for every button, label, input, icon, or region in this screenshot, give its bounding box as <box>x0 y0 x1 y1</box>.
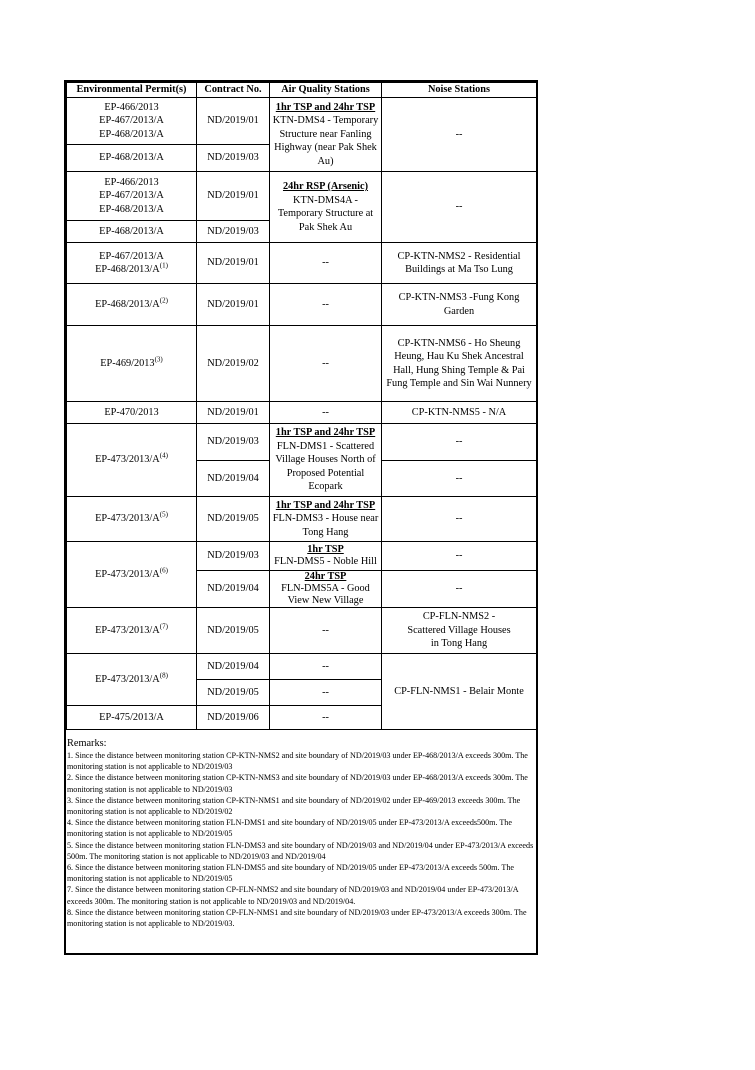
contract-cell: ND/2019/01 <box>197 402 270 424</box>
footnote-marker: (2) <box>159 296 168 305</box>
permit-cell: EP-468/2013/A <box>67 221 197 243</box>
permit-cell: $EP-473/2013/A^{(8)}$ <box>67 654 197 706</box>
remark-item: 2. Since the distance between monitoring station CP-KTN-NMS3 and site boundary of ND/2019/03 under EP-468/2013/A exceeds 300m. The monitoring station is not applicable to ND/2019/03 <box>67 773 528 794</box>
permit-cell: $EP-473/2013/A^{(5)}$ <box>67 497 197 542</box>
contract-cell: ND/2019/01 <box>197 243 270 284</box>
header-permit: Environmental Permit(s) <box>67 83 197 98</box>
footnote-marker: (4) <box>159 451 168 460</box>
footnote-marker: (5) <box>159 510 168 519</box>
air-quality-cell: -- <box>270 608 382 654</box>
remarks-section <box>67 738 537 929</box>
air-quality-cell: -- <box>270 680 382 706</box>
noise-cell: CP-KTN-NMS2 - Residential Buildings at Ma Tso Lung <box>382 243 537 284</box>
footnote-marker: (6) <box>159 566 168 575</box>
noise-cell: CP-FLN-NMS2 - Scattered Village Houses in Tong Hang <box>382 608 537 654</box>
table-row <box>67 542 537 571</box>
noise-cell: CP-FLN-NMS1 - Belair Monte <box>382 654 537 730</box>
contract-cell: ND/2019/03 <box>197 542 270 571</box>
footnote-marker: (7) <box>159 622 168 631</box>
noise-cell: -- <box>382 172 537 243</box>
table-row <box>67 172 537 221</box>
remark-item: 3. Since the distance between monitoring station CP-KTN-NMS1 and site boundary of ND/2019/02 under EP-469/2013 exceeds 300m. The monitoring station is not applicable to ND/2019/02 <box>67 795 521 817</box>
header-contract: Contract No. <box>197 83 270 98</box>
permit-cell: EP-466/2013 EP-467/2013/A EP-468/2013/A <box>67 172 197 221</box>
permit-cell: $EP-473/2013/A^{(6)}$ <box>67 542 197 608</box>
air-quality-cell: 1hr TSP FLN-DMS5 - Noble Hill <box>270 542 382 571</box>
table-row <box>67 424 537 461</box>
air-quality-cell: 1hr TSP and 24hr TSP FLN-DMS3 - House near Tong Hang <box>270 497 382 542</box>
contract-cell: ND/2019/05 <box>197 680 270 706</box>
contract-cell: ND/2019/01 <box>197 284 270 326</box>
permit-cell: $EP-473/2013/A^{(7)}$ <box>67 608 197 654</box>
air-quality-cell: -- <box>270 243 382 284</box>
contract-cell: ND/2019/03 <box>197 424 270 461</box>
contract-cell: ND/2019/01 <box>197 98 270 145</box>
permit-cell: $EP-473/2013/A^{(4)}$ <box>67 424 197 497</box>
contract-cell: ND/2019/02 <box>197 326 270 402</box>
permit-cell: EP-469/2013$^{(3)}$ <box>67 326 197 402</box>
noise-cell: -- <box>382 497 537 542</box>
permit-cell: $EP-468/2013/A^{(2)}$ <box>67 284 197 326</box>
table-row <box>67 402 537 424</box>
table-row <box>67 284 537 326</box>
air-quality-cell: -- <box>270 654 382 680</box>
remark-item: 4. Since the distance between monitoring station FLN-DMS1 and site boundary of ND/2019/05 under EP-473/2013/A exceeds500m. The monitoring station is not applicable to ND/2019/05 <box>67 818 512 839</box>
table-row <box>67 98 537 145</box>
table-row <box>67 326 537 402</box>
footnote-marker: (8) <box>159 671 168 680</box>
contract-cell: ND/2019/01 <box>197 172 270 221</box>
contract-cell: ND/2019/04 <box>197 654 270 680</box>
permit-cell: EP-466/2013 EP-467/2013/A EP-468/2013/A <box>67 98 197 145</box>
contract-cell: ND/2019/05 <box>197 608 270 654</box>
air-quality-cell: -- <box>270 706 382 730</box>
air-quality-cell: 1hr TSP and 24hr TSP KTN-DMS4 - Temporary Structure near Fanling Highway (near Pak Shek Au) <box>270 98 382 172</box>
air-quality-cell: 24hr TSP FLN-DMS5A - Good View New Village <box>270 571 382 608</box>
remark-item: 5. Since the distance between monitoring station FLN-DMS3 and site boundary of ND/2019/03 and ND/2019/04 under EP-473/2013/A exceeds 500m. The monitoring station is not applicable to ND/2019/03 and ND/2019/04 <box>67 840 534 861</box>
permit-table <box>66 82 537 730</box>
remarks-heading: Remarks: <box>67 738 107 749</box>
noise-cell: -- <box>382 461 537 497</box>
contract-cell: ND/2019/03 <box>197 145 270 172</box>
noise-cell: CP-KTN-NMS5 - N/A <box>382 402 537 424</box>
header-noise: Noise Stations <box>382 83 537 98</box>
air-quality-cell: -- <box>270 326 382 402</box>
remark-item: 1. Since the distance between monitoring station CP-KTN-NMS2 and site boundary of ND/2019/03 under EP-468/2013/A exceeds 300m. The monitoring station is not applicable to ND/2019/03 <box>67 751 528 772</box>
contract-cell: ND/2019/03 <box>197 221 270 243</box>
air-quality-cell: 24hr RSP (Arsenic) KTN-DMS4A - Temporary Structure at Pak Shek Au <box>270 172 382 243</box>
table-row <box>67 497 537 542</box>
air-quality-cell: -- <box>270 402 382 424</box>
contract-cell: ND/2019/05 <box>197 497 270 542</box>
contract-cell: ND/2019/04 <box>197 461 270 497</box>
noise-cell: -- <box>382 542 537 571</box>
air-quality-cell: 1hr TSP and 24hr TSP FLN-DMS1 - Scattered Village Houses North of Proposed Potential Ecopark <box>270 424 382 497</box>
table-row <box>67 654 537 680</box>
remark-item: 7. Since the distance between monitoring station CP-FLN-NMS2 and site boundary of ND/2019/03 and ND/2019/04 under EP-473/2013/A exceeds 300m. The monitoring station is not applicable to ND/2019/03 and ND/2019/04. <box>67 885 519 906</box>
table-header-row <box>67 83 537 98</box>
permit-cell: EP-468/2013/A <box>67 145 197 172</box>
footnote-marker: (3) <box>154 355 163 364</box>
remark-item: 8. Since the distance between monitoring station CP-FLN-NMS1 and site boundary of ND/2019/03 under EP-473/2013/A exceeds 300m. The monitoring station is not applicable to ND/2019/03. <box>67 907 527 929</box>
permit-cell: EP-470/2013 <box>67 402 197 424</box>
noise-cell: -- <box>382 424 537 461</box>
header-air-quality: Air Quality Stations <box>270 83 382 98</box>
air-quality-cell: -- <box>270 284 382 326</box>
noise-cell: -- <box>382 571 537 608</box>
noise-cell: CP-KTN-NMS3 -Fung Kong Garden <box>382 284 537 326</box>
permit-cell: EP-475/2013/A <box>67 706 197 730</box>
permit-cell: EP-467/2013/A $EP-468/2013/A^{(1)}$ <box>67 243 197 284</box>
contract-cell: ND/2019/04 <box>197 571 270 608</box>
table-row <box>67 243 537 284</box>
noise-cell: -- <box>382 98 537 172</box>
remark-item: 6. Since the distance between monitoring station FLN-DMS5 and site boundary of ND/2019/05 under EP-473/2013/A exceeds 500m. The monitoring station is not applicable to ND/2019/05 <box>67 863 514 884</box>
footnote-marker: (1) <box>159 261 168 270</box>
contract-cell: ND/2019/06 <box>197 706 270 730</box>
table-row <box>67 608 537 654</box>
noise-cell: CP-KTN-NMS6 - Ho Sheung Heung, Hau Ku Shek Ancestral Hall, Hung Shing Temple & Pai Fung Temple and Sin Wai Nunnery <box>382 326 537 402</box>
